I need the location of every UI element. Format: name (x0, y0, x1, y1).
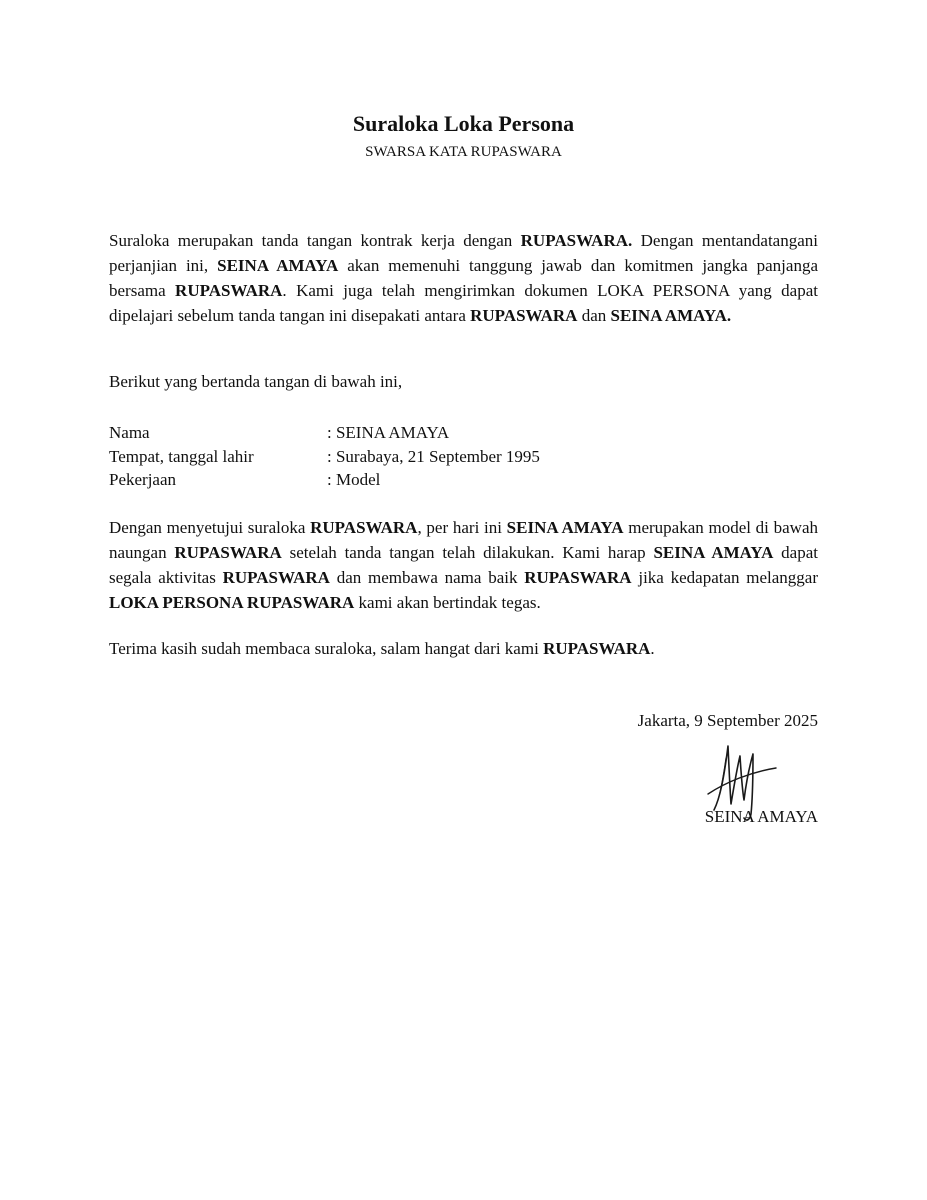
bold-text: RUPASWARA (174, 543, 282, 562)
paragraph-agreement (109, 228, 818, 328)
paragraph-approval (109, 515, 818, 615)
bold-text: RUPASWARA. (520, 231, 633, 250)
bold-text: SEINA AMAYA. (610, 306, 732, 325)
text-run: dapat segala aktivitas (109, 543, 819, 587)
bold-text: RUPASWARA (543, 639, 651, 658)
text-run: . (650, 639, 655, 658)
document-subtitle: SWARSA KATA RUPASWARA (365, 144, 562, 160)
signer-name: SEINA AMAYA (704, 807, 818, 826)
bold-text: LOKA PERSONA RUPASWARA (109, 593, 355, 612)
paragraph-thanks (109, 636, 818, 661)
text-run: dan (577, 306, 611, 325)
birth-value: : Surabaya, 21 September 1995 (327, 446, 540, 466)
text-run: akan memenuhi tanggung jawab dan komitmen jangka panjanga bersama (109, 256, 818, 300)
bold-text: RUPASWARA (175, 281, 283, 300)
bold-text: SEINA AMAYA (653, 543, 774, 562)
text-run: setelah tanda tangan telah dilakukan. Kami harap (281, 543, 654, 562)
text-run: Dengan menyetujui suraloka (109, 518, 311, 537)
bold-text: RUPASWARA (310, 518, 418, 537)
name-label: Nama (109, 423, 150, 442)
text-run: kami akan bertindak tegas. (354, 593, 541, 612)
birth-label: Tempat, tanggal lahir (109, 446, 254, 466)
text-run: , per hari ini (417, 518, 507, 537)
text-run: jika kedapatan melanggar (631, 568, 819, 587)
job-value: : Model (327, 470, 381, 489)
text-run: dan membawa nama baik (329, 568, 525, 587)
paragraph-signatory-intro: Berikut yang bertanda tangan di bawah ini, (109, 372, 403, 391)
name-value: : SEINA AMAYA (327, 423, 450, 442)
place-date: Jakarta, 9 September 2025 (637, 711, 818, 730)
bold-text: RUPASWARA (222, 568, 330, 587)
text-run: Suraloka merupakan tanda tangan kontrak kerja dengan (109, 231, 521, 250)
bold-text: SEINA AMAYA (217, 256, 339, 275)
text-run: Terima kasih sudah membaca suraloka, salam hangat dari kami (109, 639, 544, 658)
document-title: Suraloka Loka Persona (352, 111, 575, 136)
bold-text: RUPASWARA (470, 306, 578, 325)
text-run: Dengan mentandatangani perjanjian ini, (109, 231, 818, 275)
bold-text: SEINA AMAYA (506, 518, 624, 537)
text-run: merupakan model di bawah naungan (109, 518, 818, 562)
text-run: . Kami juga telah mengirimkan dokumen LOKA PERSONA yang dapat dipelajari sebelum tanda tangan ini disepakati antara (109, 281, 818, 325)
job-label: Pekerjaan (109, 470, 177, 489)
bold-text: RUPASWARA (524, 568, 632, 587)
